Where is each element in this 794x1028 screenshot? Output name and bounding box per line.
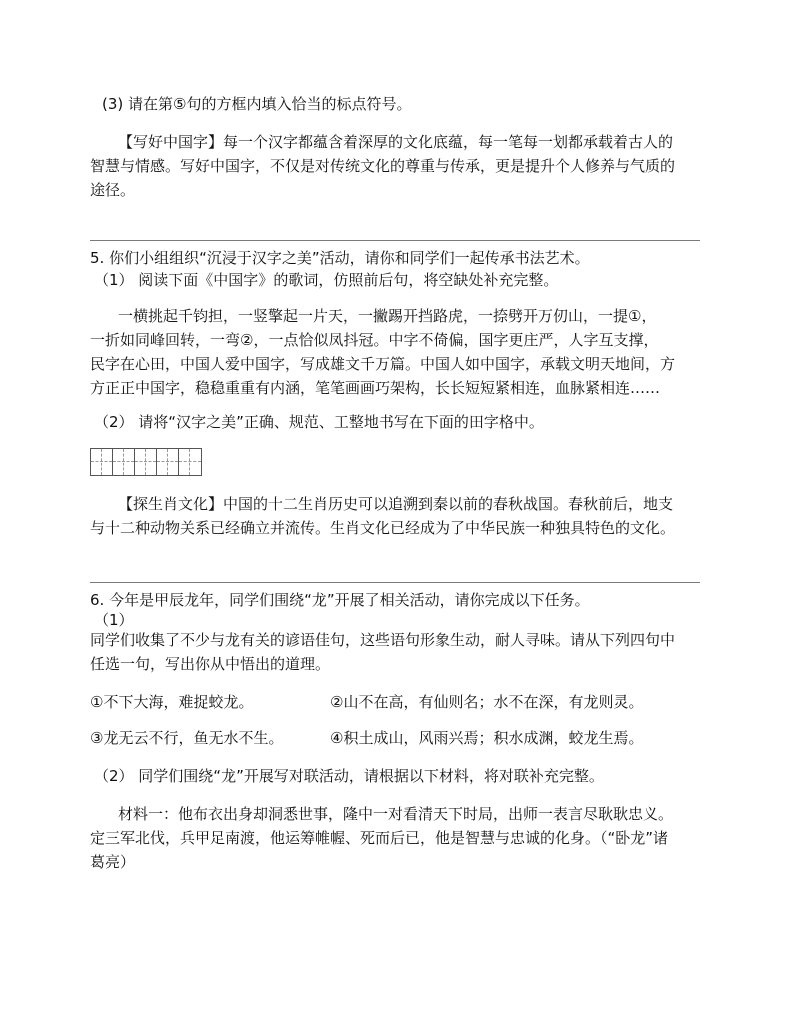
tianzige-cell[interactable] <box>179 449 201 475</box>
option-3: ③龙无云不行，鱼无水不生。 <box>90 729 284 747</box>
lyrics-line-3: 民字在心田，中国人爱中国字，写成雄文千万篇。中国人如中国字，承载文明天地间，方 <box>90 355 676 373</box>
material-line-3: 葛亮） <box>90 853 136 871</box>
write-intro-line-2: 智慧与情感。写好中国字，不仅是对传统文化的尊重与传承，更是提升个人修养与气质的 <box>90 157 676 175</box>
lyrics-line-4: 方正正中国字，稳稳重重有内涵，笔笔画画巧架构，长长短短紧相连，血脉紧相连…… <box>90 379 661 397</box>
question-6-title: 6. 今年是甲辰龙年，同学们围绕“龙”开展了相关活动，请你完成以下任务。 <box>90 591 590 609</box>
question-5-title: 5. 你们小组组织“沉浸于汉字之美”活动，请你和同学们一起传承书法艺术。 <box>90 249 590 267</box>
zodiac-intro-line-2: 与十二种动物关系已经确立并流传。生肖文化已经成为了中华民族一种独具特色的文化。 <box>90 519 676 537</box>
question-5-2: （2） 请将“汉字之美”正确、规范、工整地书写在下面的田字格中。 <box>94 413 544 431</box>
tianzige-cell[interactable] <box>157 449 179 475</box>
option-4: ④积土成山，风雨兴焉；积水成渊，蛟龙生焉。 <box>330 729 644 747</box>
question-6-1-line-1: 同学们收集了不少与龙有关的谚语佳句，这些语句形象生动，耐人寻味。请从下列四句中 <box>90 631 676 649</box>
lyrics-line-2: 一折如同峰回转，一弯②，一点恰似凤抖冠。中字不倚偏，国字更庄严，人字互支撑， <box>90 331 659 349</box>
write-intro-line-3: 途径。 <box>90 181 136 199</box>
option-2: ②山不在高，有仙则名；水不在深，有龙则灵。 <box>330 693 644 711</box>
question-6-1-line-2: 任选一句，写出你从中悟出的道理。 <box>90 655 331 673</box>
option-1: ①不下大海，难捉蛟龙。 <box>90 693 254 711</box>
tianzige-grid[interactable] <box>90 448 202 476</box>
question-6-1-number: （1） <box>94 611 134 629</box>
zodiac-intro-line-1: 【探生肖文化】中国的十二生肖历史可以追溯到秦以前的春秋战国。春秋前后，地支 <box>118 495 674 513</box>
section-divider <box>90 240 700 241</box>
material-line-1: 材料一：他布衣出身却洞悉世事，隆中一对看清天下时局，出师一表言尽耿耿忠义。 <box>118 805 674 823</box>
question-4-3: (3) 请在第⑤句的方框内填入恰当的标点符号。 <box>102 95 412 113</box>
section-divider <box>90 582 700 583</box>
question-5-1: （1） 阅读下面《中国字》的歌词，仿照前后句，将空缺处补充完整。 <box>94 271 559 289</box>
material-line-2: 定三军北伐，兵甲足南渡，他运筹帷幄、死而后已，他是智慧与忠诚的化身。（“卧龙”诸 <box>90 829 669 847</box>
lyrics-line-1: 一横挑起千钧担，一竖擎起一片天，一撇踢开挡路虎，一捺劈开万仞山，一提①， <box>118 307 657 325</box>
question-6-2: （2） 同学们围绕“龙”开展写对联活动，请根据以下材料，将对联补充完整。 <box>94 767 604 785</box>
tianzige-cell[interactable] <box>113 449 135 475</box>
write-intro-line-1: 【写好中国字】每一个汉字都蕴含着深厚的文化底蕴，每一笔每一划都承载着古人的 <box>118 133 674 151</box>
tianzige-cell[interactable] <box>91 449 113 475</box>
tianzige-cell[interactable] <box>135 449 157 475</box>
